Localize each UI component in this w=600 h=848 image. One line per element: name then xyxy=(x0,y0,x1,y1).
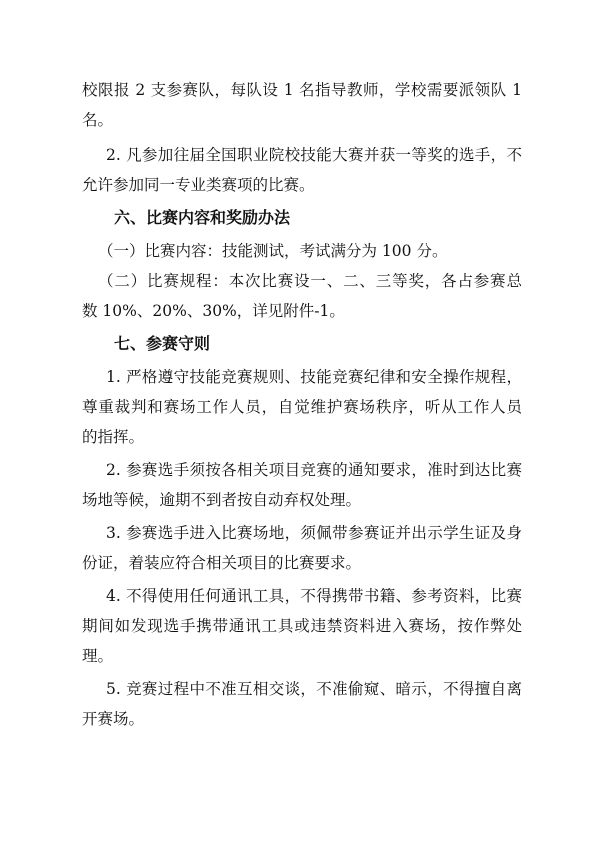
rule-4-line-2: 期间如发现选手携带通讯工具或违禁资料进入赛场，按作弊处 xyxy=(82,617,522,635)
rule-4-line-3: 理。 xyxy=(82,647,114,665)
para-team-line-2: 名。 xyxy=(82,111,114,129)
para-content-line-1: （一）比赛内容：技能测试，考试满分为 100 分。 xyxy=(98,242,448,260)
rule-5-line-2: 开赛场。 xyxy=(82,710,145,728)
rule-2-line-1: 2. 参赛选手须按各相关项目竞赛的通知要求，准时到达比赛 xyxy=(106,461,522,479)
rule-4-line-1: 4. 不得使用任何通讯工具，不得携带书籍、参考资料，比赛 xyxy=(106,587,522,605)
rule-1-line-2: 尊重裁判和赛场工作人员，自觉维护赛场秩序，听从工作人员 xyxy=(82,398,522,416)
rule-1-line-3: 的指挥。 xyxy=(82,428,145,446)
para-winners-line-1: 2. 凡参加往届全国职业院校技能大赛并获一等奖的选手，不 xyxy=(106,146,522,164)
section-heading-6: 六、比赛内容和奖励办法 xyxy=(114,208,291,227)
section-heading-7: 七、参赛守则 xyxy=(114,334,211,353)
rule-2-line-2: 场地等候，逾期不到者按自动弃权处理。 xyxy=(82,491,362,509)
rule-3-line-2: 份证，着装应符合相关项目的比赛要求。 xyxy=(82,554,362,572)
rule-5-line-1: 5. 竞赛过程中不准互相交谈，不准偷窥、暗示，不得擅自离 xyxy=(106,680,522,698)
rule-3-line-1: 3. 参赛选手进入比赛场地，须佩带参赛证并出示学生证及身 xyxy=(106,524,522,542)
para-awards-line-1: （二）比赛规程：本次比赛设一、二、三等奖，各占参赛总 xyxy=(98,272,522,290)
para-winners-line-2: 允许参加同一专业类赛项的比赛。 xyxy=(82,176,315,194)
rule-1-line-1: 1. 严格遵守技能竞赛规则、技能竞赛纪律和安全操作规程， xyxy=(106,368,522,386)
para-awards-line-2: 数 10%、20%、30%，详见附件-1。 xyxy=(82,302,345,320)
para-team-line-1: 校限报 2 支参赛队，每队设 1 名指导教师，学校需要派领队 1 xyxy=(82,81,522,99)
